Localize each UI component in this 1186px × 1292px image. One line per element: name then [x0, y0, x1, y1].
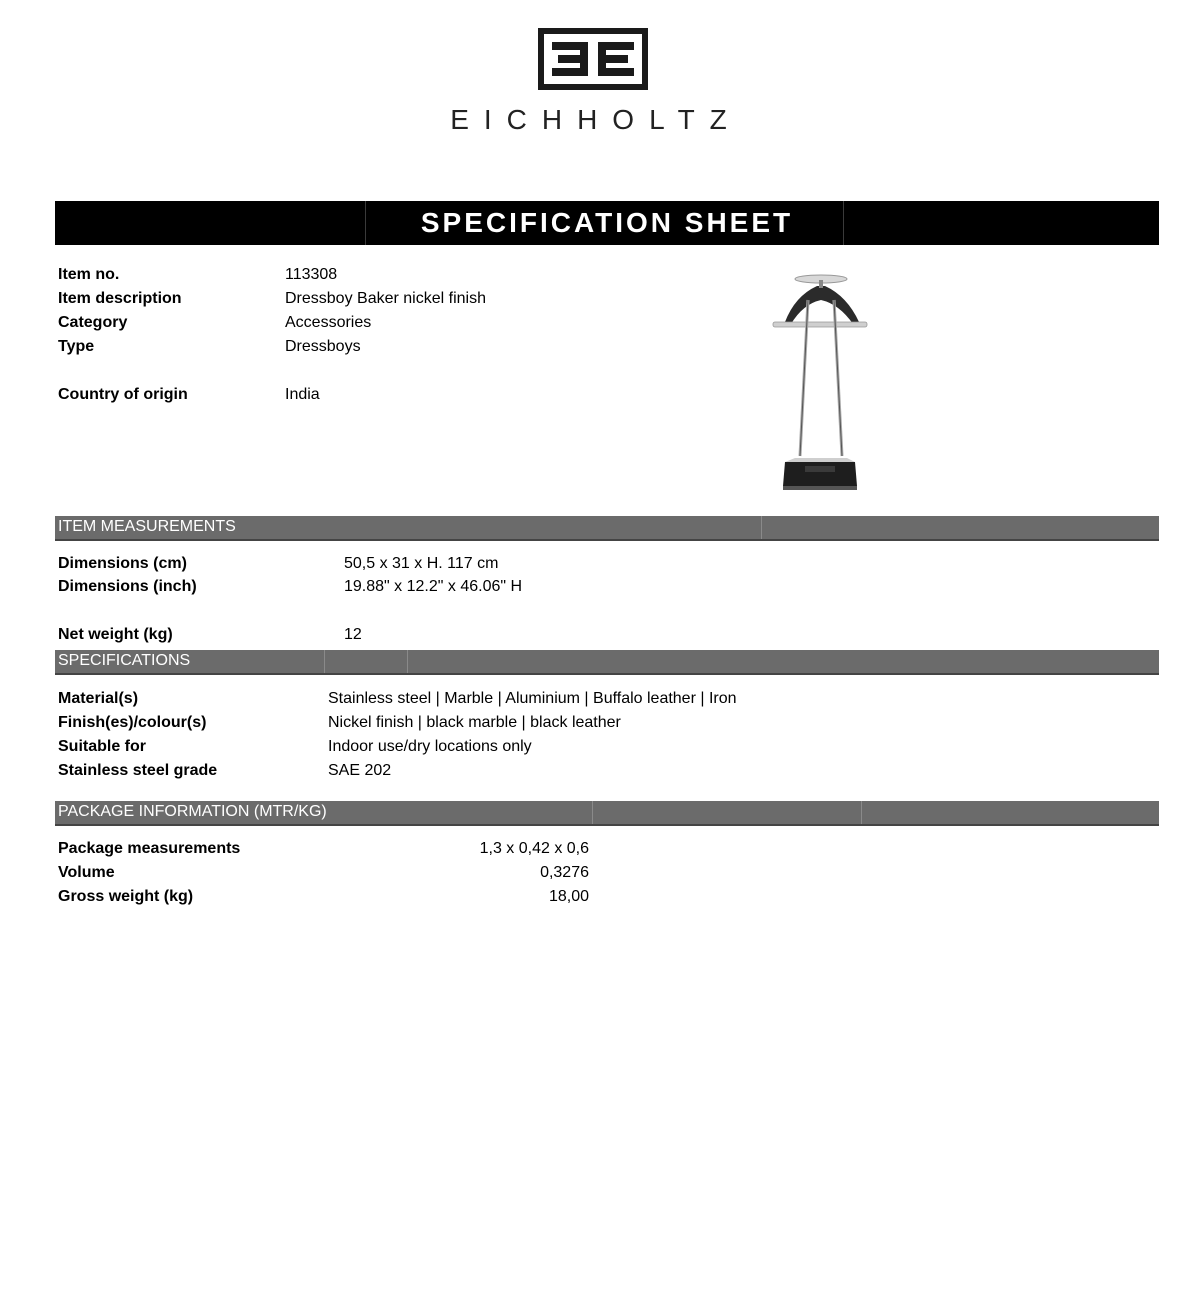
brand-name: EICHHOLTZ	[450, 104, 742, 135]
item-no-value: 113308	[285, 266, 338, 283]
gross-weight-label: Gross weight (kg)	[58, 888, 194, 905]
volume-label: Volume	[58, 864, 115, 881]
country-of-origin-label: Country of origin	[58, 386, 188, 403]
net-weight-label: Net weight (kg)	[58, 626, 173, 643]
eichholtz-logo-icon	[538, 28, 648, 90]
category-value: Accessories	[285, 314, 372, 331]
stainless-steel-grade-value: SAE 202	[328, 762, 392, 779]
materials-value: Stainless steel | Marble | Aluminium | Buffalo leather | Iron	[328, 690, 737, 707]
dimensions-cm-value: 50,5 x 31 x H. 117 cm	[344, 555, 499, 572]
gross-weight-value: 18,00	[548, 888, 589, 905]
specifications-heading-bar	[55, 650, 1159, 675]
finish-colour-label: Finish(es)/colour(s)	[58, 714, 207, 731]
stainless-steel-grade-label: Stainless steel grade	[58, 762, 218, 779]
dressboy-valet-stand-icon	[765, 270, 875, 492]
dimensions-inch-label: Dimensions (inch)	[58, 578, 197, 595]
type-value: Dressboys	[285, 338, 361, 355]
country-of-origin-value: India	[285, 386, 320, 403]
type-label: Type	[58, 338, 95, 355]
suitable-for-value: Indoor use/dry locations only	[328, 738, 532, 755]
dimensions-inch-value: 19.88" x 12.2" x 46.06" H	[344, 578, 523, 595]
suitable-for-label: Suitable for	[58, 738, 147, 755]
net-weight-value: 12	[344, 626, 362, 643]
specifications-heading: SPECIFICATIONS	[58, 652, 191, 669]
item-measurements-heading-bar	[55, 516, 1159, 541]
page-title: SPECIFICATION SHEET	[420, 207, 794, 238]
finish-colour-value: Nickel finish | black marble | black leather	[328, 714, 621, 731]
title-bar	[55, 201, 1159, 245]
package-measurements-value: 1,3 x 0,42 x 0,6	[479, 840, 589, 857]
item-description-value: Dressboy Baker nickel finish	[285, 290, 486, 307]
dimensions-cm-label: Dimensions (cm)	[58, 555, 187, 572]
materials-label: Material(s)	[58, 690, 139, 707]
volume-value: 0,3276	[540, 864, 589, 881]
package-information-heading: PACKAGE INFORMATION (MTR/KG)	[58, 803, 327, 820]
item-measurements-heading: ITEM MEASUREMENTS	[58, 518, 236, 535]
package-information-heading-bar	[55, 801, 1159, 826]
package-measurements-label: Package measurements	[58, 840, 241, 857]
category-label: Category	[58, 314, 128, 331]
item-description-label: Item description	[58, 290, 182, 307]
item-no-label: Item no.	[58, 266, 120, 283]
